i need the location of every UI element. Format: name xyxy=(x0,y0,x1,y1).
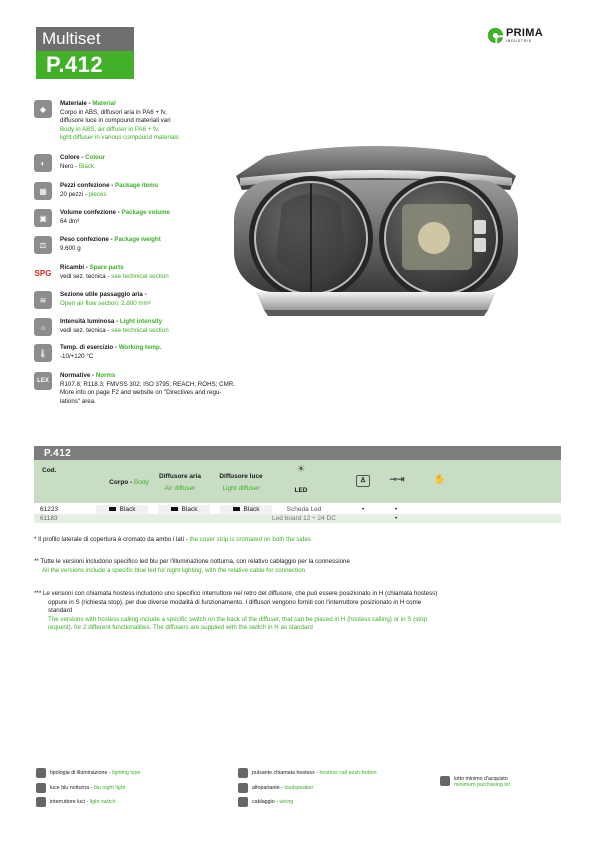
note-cover-strip: * Il profilo laterale di copertura è cromato da ambo i lati - the cover strip is cromated on both the sides xyxy=(34,536,311,543)
blue-night-light-icon xyxy=(36,783,46,793)
loudspeaker-icon xyxy=(238,783,248,793)
brand-tagline: INDUSTRIE xyxy=(506,39,533,43)
col-cod: Cod. xyxy=(42,467,57,474)
table-title: P.412 xyxy=(44,448,72,459)
lighting-type-icon xyxy=(36,768,46,778)
spec-air-flow: ≋ Sezione utile passaggio aria - Open air flow section: 2.800 mm² xyxy=(34,291,300,309)
brand-logo xyxy=(487,27,543,44)
spec-package-volume: ▣ Volume confezione - Package volume 64 dm³ xyxy=(34,209,300,227)
spec-spare-parts: SPG Ricambi - Spare parts vedi sez. tecnica - see technical section xyxy=(34,264,300,282)
package-weight-icon: ⚖ xyxy=(34,236,52,254)
spec-colour: ◐ Colore - Colour Nero - Black xyxy=(34,154,300,172)
norms-icon: LEX xyxy=(34,372,52,390)
spec-package-weight: ⚖ Peso confezione - Package weight 9.600 g xyxy=(34,236,300,254)
black-swatch xyxy=(171,507,178,511)
minimum-lot-icon: ✋ xyxy=(434,474,446,484)
legend-hostess-call: pulsante chiamata hostess - hostess call push-button xyxy=(238,768,377,778)
black-swatch xyxy=(109,507,116,511)
light-switch-icon xyxy=(36,797,46,807)
spec-norms: LEX Normative - Norms R107.8; R118.3; FMVSS 302; ISO 3795; REACH; ROHS; CMR. More info on page F2 and website on "Directives and regu- lations" area. xyxy=(34,372,300,406)
note-blue-led: ** Tutte le versioni includono specifico led blu per l'illuminazione notturna, con relativo cablaggio per la connessione All the versions include a specific blue led for night lighting, with the relative cable for connection xyxy=(34,558,350,574)
spec-package-items: ▦ Pezzi confezione - Package items 20 pezzi - pieces xyxy=(34,182,300,200)
hostess-call-icon: ♙ xyxy=(356,475,370,487)
minimum-lot-icon xyxy=(440,776,450,786)
col-air-diffuser: Diffusore aria Air diffuser xyxy=(159,473,201,492)
lighting-type-icon: ☀ xyxy=(296,464,306,475)
legend-wiring: cablaggio - wiring xyxy=(238,797,293,807)
table-title-band xyxy=(34,446,561,460)
spare-parts-icon: SPG xyxy=(34,264,52,282)
package-volume-icon: ▣ xyxy=(34,209,52,227)
spec-light-intensity: ☼ Intensità luminosa - Light intensity vedi sez. tecnica - see technical section xyxy=(34,318,300,336)
spec-material: ◆ Materiale - Material Corpo in ABS, diffusori aria in PA6 + fv, diffusore luce in compound materiali vari Body in ABS, air diffuser in PA6 + fv, light diffuser in various compound materials xyxy=(34,100,300,143)
table-header xyxy=(34,460,561,503)
legend-lighting-type: tipologia di illuminazione - lighting type xyxy=(36,768,140,778)
package-items-icon: ▦ xyxy=(34,182,52,200)
legend-blue-night-light: luce blu notturna - blu night light xyxy=(36,783,125,793)
brand-name: PRIMA xyxy=(506,27,543,39)
product-code: P.412 xyxy=(46,52,104,77)
legend-light-switch: interruttore luci - light switch xyxy=(36,797,116,807)
air-flow-icon: ≋ xyxy=(34,291,52,309)
brand-mark-icon xyxy=(487,27,504,44)
spec-working-temp: 🌡 Temp. di esercizio - Working temp. -10/+120 °C xyxy=(34,344,300,362)
col-led: ☀ LED xyxy=(286,465,316,495)
light-intensity-icon: ☼ xyxy=(34,318,52,336)
series-name: Multiset xyxy=(42,29,101,48)
col-light-diffuser: Diffusore luce Light diffuser xyxy=(219,473,263,492)
black-swatch xyxy=(233,507,240,511)
hostess-call-icon xyxy=(238,768,248,778)
working-temp-icon: 🌡 xyxy=(34,344,52,362)
legend-loudspeaker: altoparlante - loudspeaker xyxy=(238,783,313,793)
col-body: Corpo - Body xyxy=(109,479,149,486)
material-icon: ◆ xyxy=(34,100,52,118)
table-row: 61223 Black Black Black Scheda Led • • xyxy=(34,505,561,514)
table-row: 61183 Led board 12 ÷ 24 DC • xyxy=(34,514,561,523)
legend-minimum-lot: lotto minimo d'acquisto minimum purchasing lot xyxy=(440,776,510,788)
wiring-icon xyxy=(238,797,248,807)
colour-icon: ◐ xyxy=(34,154,52,172)
wiring-icon: ⊸⇥ xyxy=(389,474,405,484)
note-hostess-call: *** Le versioni con chiamata hostess includono uno specifico interruttore nel retro del diffusore, che può essere posizionato in H (chiamata hostess) oppure in S (richiesta stop), per due diverse modalità di funzionamento. I diffusori vengono forniti con l'interruttore posizionato in H come standard The versions with hostess calling include a specific switch on the back of the diffuser, that can be placed in H (hostess calling) or in S (stop request), for 2 different functionalities. The diffusers are supplied with the switch in H as standard xyxy=(34,590,438,631)
product-image xyxy=(226,140,526,320)
